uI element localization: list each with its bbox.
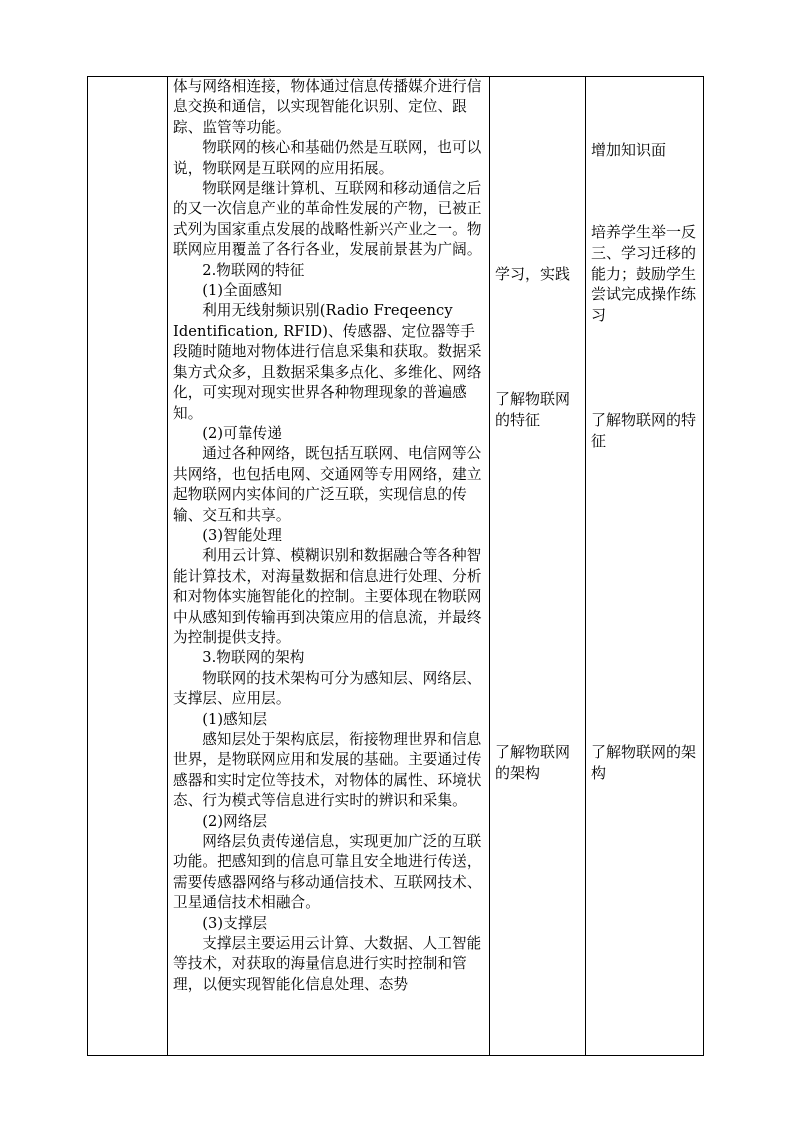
- content-paragraph: (3)支撑层: [202, 914, 268, 932]
- design-ability-note: 培养学生举一反三、学习迁移的能力；鼓励学生尝试完成操作练习: [591, 223, 697, 325]
- content-paragraph: 感知层处于架构底层，衔接物理世界和信息世界，是物联网应用和发展的基础。主要通过传感器和实时定位等技术，对物体的属性、环境状态、行为模式等信息进行实时的辨识和采集。: [173, 731, 482, 810]
- design-architecture-note: 了解物联网的架构: [591, 743, 697, 782]
- content-paragraph: 2.物联网的特征: [202, 261, 305, 279]
- content-paragraph: (1)感知层: [202, 710, 268, 728]
- design-intent-cell: [586, 77, 704, 1056]
- student-features-note: 了解物联网的特征: [495, 390, 571, 429]
- content-paragraph: 支撑层主要运用云计算、大数据、人工智能等技术，对获取的海量信息进行实时控制和管理，以便实现智能化信息处理、态势: [173, 935, 482, 993]
- teaching-content-text: [168, 77, 489, 995]
- content-paragraph: 体与网络相连接，物体通过信息传播媒介进行信息交换和通信，以实现智能化识别、定位、跟踪、监管等功能。: [173, 78, 482, 136]
- content-paragraph: (2)可靠传递: [202, 424, 282, 442]
- design-features-note: 了解物联网的特征: [591, 411, 697, 450]
- content-paragraph: (1)全面感知: [202, 282, 282, 300]
- content-paragraph: 3.物联网的架构: [202, 649, 305, 667]
- lesson-plan-table: [87, 76, 704, 1056]
- section-column-cell: [88, 77, 168, 1056]
- content-paragraph: 通过各种网络，既包括互联网、电信网等公共网络，也包括电网、交通网等专用网络，建立起物联网内实体间的广泛互联，实现信息的传输、交互和共享。: [173, 445, 482, 524]
- content-paragraph: 网络层负责传递信息，实现更加广泛的互联功能。把感知到的信息可靠且安全地进行传送，需要传感器网络与移动通信技术、互联网技术、卫星通信技术相融合。: [173, 833, 482, 912]
- student-practice-note: 学习，实践: [495, 265, 571, 283]
- content-paragraph: 物联网是继计算机、互联网和移动通信之后的又一次信息产业的革命性发展的产物，已被正式列为国家重点发展的战略性新兴产业之一。物联网应用覆盖了各行各业，发展前景甚为广阔。: [173, 180, 482, 259]
- content-paragraph: 利用云计算、模糊识别和数据融合等各种智能计算技术，对海量数据和信息进行处理、分析和对物体实施智能化的控制。主要体现在物联网中从感知到传输再到决策应用的信息流，并最终为控制提供支持。: [173, 547, 482, 646]
- student-activity-cell: [490, 77, 586, 1056]
- design-knowledge-note: 增加知识面: [591, 141, 667, 159]
- content-paragraph: (3)智能处理: [202, 526, 282, 544]
- student-architecture-note: 了解物联网的架构: [495, 743, 571, 782]
- content-paragraph: 物联网的技术架构可分为感知层、网络层、支撑层、应用层。: [173, 669, 482, 708]
- content-paragraph: (2)网络层: [202, 812, 268, 830]
- content-paragraph: 利用无线射频识别(Radio Freqeency Identification, RFID)、传感器、定位器等手段随时随地对物体进行信息采集和获取。数据采集方式众多，且数据采集多点化、多维化、网络化，可实现对现实世界各种物理现象的普遍感知。: [173, 302, 482, 422]
- content-paragraph: 物联网的核心和基础仍然是互联网，也可以说，物联网是互联网的应用拓展。: [173, 139, 482, 177]
- teaching-content-cell: [168, 77, 490, 1056]
